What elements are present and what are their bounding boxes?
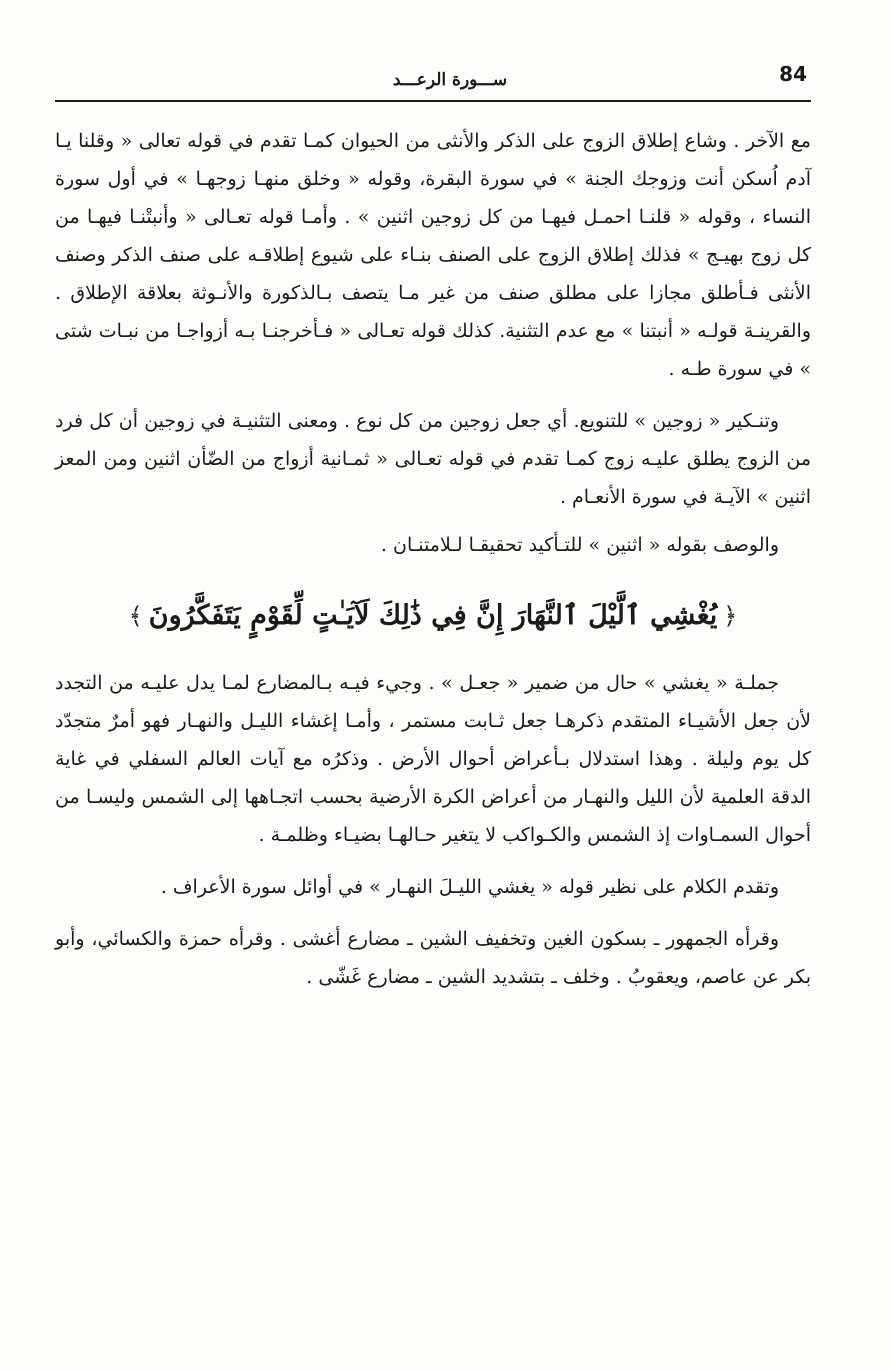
- verse-open-bracket: ﴿: [723, 602, 738, 630]
- paragraph: وقرأه الجمهور ـ بسكون الغين وتخفيف الشين ـ مضارع أغشى . وقرأه حمزة والكسائي، وأبو بكر عن عاصم، ويعقوبُ . وخلف ـ بتشديد الشين ـ مضارع غَشّى .: [55, 928, 811, 988]
- paragraph: جملـة « يغشي » حال من ضمير « جعـل » . وجيء فيـه بـالمضارع لمـا يدل عليـه من التجدد لأن جعل الأشيـاء المتقدم ذكرهـا جعل ثـابت مستمر ، وأمـا إغشاء الليـل والنهـار فهو أمرٌ متجدّد كل يوم وليلة . وهذا استدلال بـأعراض أحوال الأرض . وذكرُه مع آيات العالم السفلي في غاية الدقة العلمية لأن الليل والنهـار من أعراض الكرة الأرضية بحسب اتجـاهها إلى الشمس وليسـا من أحوال السمـاوات إذ الشمس والكـواكب لا يتغير حـالهـا بضيـاء وظلمـة .: [55, 672, 811, 846]
- paragraph: والوصف بقوله « اثنين » للتـأكيد تحقيقـا لـلامتنـان .: [380, 534, 779, 556]
- quran-verse: [55, 594, 811, 638]
- body-text: [55, 122, 811, 996]
- page-number: 84: [779, 62, 807, 86]
- verse-text: يُغْشِي ٱلَّيْلَ ٱلنَّهَارَ إِنَّ فِي ذَٰلِكَ لَآيَـٰتٍ لِّقَوْمٍ يَتَفَكَّرُونَ: [148, 600, 718, 631]
- paragraph: وتقدم الكلام على نظير قوله « يغشي الليـلَ النهـار » في أوائل سورة الأعراف .: [160, 876, 779, 898]
- verse-close-bracket: ﴾: [128, 602, 143, 630]
- header-rule: [55, 100, 811, 102]
- page-header: [55, 62, 811, 102]
- paragraph: وتنـكير « زوجين » للتنويع. أي جعل زوجين من كل نوع . ومعنى التثنيـة في زوجين أن كل فرد من الزوج يطلق عليـه زوج كمـا تقدم في قوله تعـالى « ثمـانية أزواج من الضّأن اثنين ومن المعز اثنين » الآيـة في سورة الأنعـام .: [55, 410, 811, 508]
- paragraph: مع الآخر . وشاع إطلاق الزوج على الذكر والأنثى من الحيوان كمـا تقدم في قوله تعالى « وقلنا يـا آدم اُسكن أنت وزوجك الجنة » في سورة البقرة، وقوله « وخلق منهـا زوجهـا » في أول سورة النساء ، وقوله « قلنـا احمـل فيهـا من كل زوجين اثنين » . وأمـا قوله تعـالى « وأنبتْنـا فيهـا من كل زوج بهيـج » فذلك إطلاق الزوج على الصنف بنـاء على شيوع إطلاقـه على صنف الذكر وصنف الأنثى فـأطلق مجازا على مطلق صنف من غير مـا يتصف بـالذكورة والأنـوثة بعلاقة الإطلاق . والقرينـة قولـه « أنبتنا » مع عدم التثنية. كذلك قوله تعـالى « فـأخرجنـا بـه أزواجـا من نبـات شتى » في سورة طـه .: [55, 130, 811, 380]
- running-title: ســـورة الرعـــد: [392, 70, 508, 90]
